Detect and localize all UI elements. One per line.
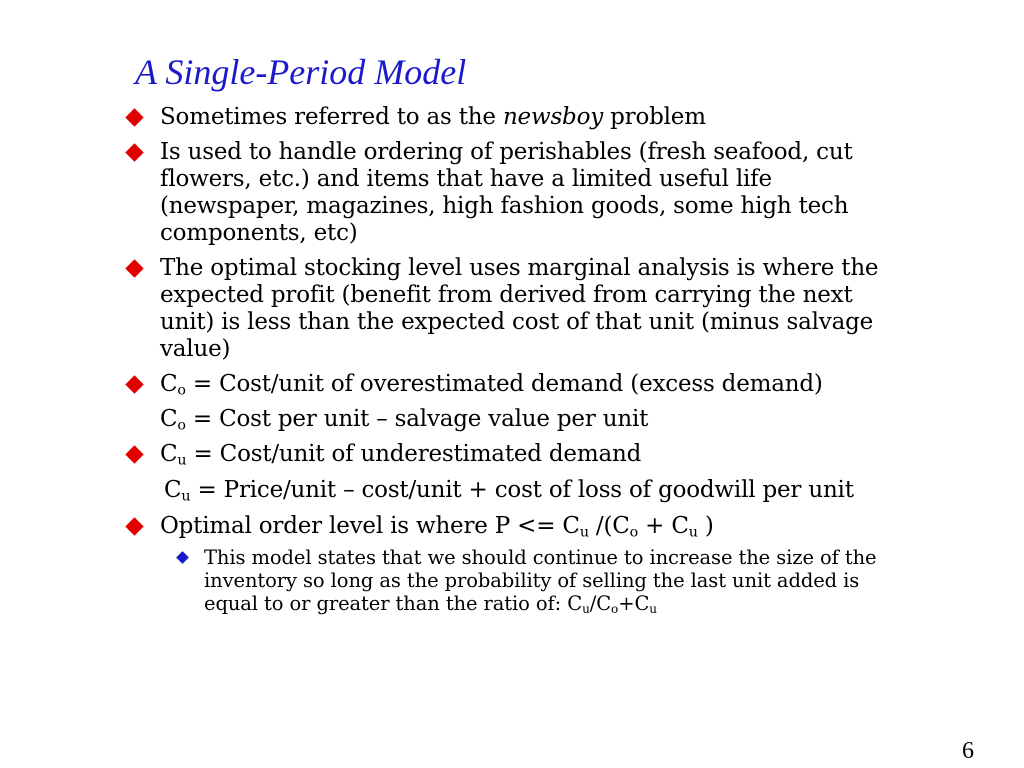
bullet-line: value) bbox=[160, 336, 231, 362]
subscript-o: o bbox=[177, 417, 186, 434]
bullet-line: expected profit (benefit from derived from carrying the next bbox=[160, 282, 853, 308]
red-diamond-bullet-icon bbox=[125, 445, 143, 463]
subscript-u: u bbox=[181, 488, 191, 505]
bullet-line: (newspaper, magazines, high fashion goods, some high tech bbox=[160, 193, 849, 219]
bullet-optimal-order-level bbox=[124, 513, 984, 540]
subscript-u: u bbox=[582, 602, 590, 617]
page-number: 6 bbox=[962, 738, 974, 764]
bullet-perishables bbox=[124, 139, 984, 247]
bullet-cu-definition bbox=[124, 441, 984, 468]
blue-diamond-bullet-icon bbox=[176, 551, 189, 564]
order-level-text: /(C bbox=[588, 513, 630, 539]
bullet-line: flowers, etc.) and items that have a limited useful life bbox=[160, 166, 772, 192]
bullet-line: Is used to handle ordering of perishables (fresh seafood, cut bbox=[160, 139, 853, 165]
subscript-u: u bbox=[688, 524, 698, 541]
order-level-text: ) bbox=[697, 513, 714, 539]
c-symbol: C bbox=[160, 371, 178, 397]
cu-formula bbox=[124, 477, 984, 504]
c-symbol: C bbox=[164, 477, 182, 503]
bullet-line: components, etc) bbox=[160, 220, 358, 246]
subscript-u: u bbox=[177, 452, 187, 469]
sub-bullet-line: This model states that we should continue to increase the size of the bbox=[204, 546, 877, 569]
red-diamond-bullet-icon bbox=[125, 517, 143, 535]
c-symbol: C bbox=[160, 441, 178, 467]
bullet-line: unit) is less than the expected cost of that unit (minus salvage bbox=[160, 309, 874, 335]
subscript-o: o bbox=[177, 382, 186, 399]
subscript-u: u bbox=[579, 524, 589, 541]
order-level-text: + C bbox=[638, 513, 689, 539]
ratio-text: equal to or greater than the ratio of: C bbox=[204, 592, 583, 615]
newsboy-term: newsboy bbox=[502, 104, 604, 130]
cu-definition-text: = Cost/unit of underestimated demand bbox=[186, 441, 642, 467]
bullet-text-pre: Sometimes referred to as the bbox=[160, 104, 503, 130]
subscript-u: u bbox=[649, 602, 657, 617]
subscript-o: o bbox=[611, 602, 619, 617]
sub-bullet-line bbox=[204, 592, 984, 615]
co-definition-text: = Cost/unit of overestimated demand (excess demand) bbox=[185, 371, 823, 397]
bullet-co-definition bbox=[124, 371, 984, 398]
red-diamond-bullet-icon bbox=[125, 259, 143, 277]
cu-formula-text: = Price/unit – cost/unit + cost of loss of goodwill per unit bbox=[190, 477, 854, 503]
red-diamond-bullet-icon bbox=[125, 143, 143, 161]
bullet-optimal-stocking bbox=[124, 255, 984, 363]
slide-title: A Single-Period Model bbox=[135, 52, 467, 92]
bullet-text-post: problem bbox=[603, 104, 706, 130]
red-diamond-bullet-icon bbox=[125, 375, 143, 393]
bullet-list bbox=[124, 104, 984, 615]
ratio-text: +C bbox=[618, 592, 650, 615]
order-level-text: Optimal order level is where P <= C bbox=[160, 513, 580, 539]
ratio-text: /C bbox=[589, 592, 612, 615]
co-formula bbox=[124, 406, 984, 433]
red-diamond-bullet-icon bbox=[125, 108, 143, 126]
bullet-newsboy bbox=[124, 104, 984, 131]
c-symbol: C bbox=[160, 406, 178, 432]
subscript-o: o bbox=[629, 524, 639, 541]
sub-bullet-model-statement bbox=[124, 546, 984, 615]
sub-bullet-line: inventory so long as the probability of selling the last unit added is bbox=[204, 569, 860, 592]
bullet-line: The optimal stocking level uses marginal analysis is where the bbox=[160, 255, 879, 281]
co-formula-text: = Cost per unit – salvage value per unit bbox=[185, 406, 649, 432]
